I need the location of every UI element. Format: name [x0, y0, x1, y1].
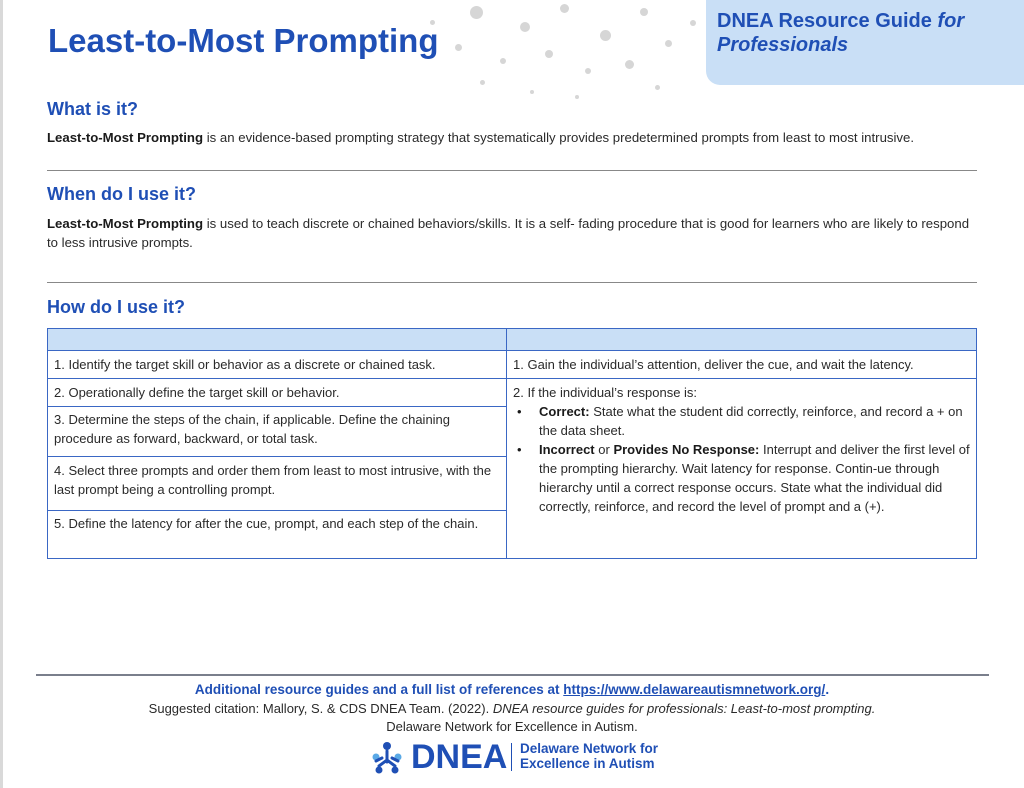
- logo-subtitle: [520, 741, 690, 771]
- guide-badge-label: [717, 9, 1017, 57]
- footer-resources-text: Additional resource guides and a full list of references at: [194, 682, 564, 697]
- no-response-label: Provides No Response:: [613, 442, 760, 457]
- table-header-right: [506, 328, 977, 351]
- section-text-when: [47, 214, 977, 252]
- usage-text: is used to teach discrete or chained behaviors/skills. It is a self- fading procedure that is good for learners who are likely to respond to less intrusive prompts.: [47, 216, 970, 250]
- or-text: or: [594, 442, 614, 457]
- table-header-left: [47, 328, 507, 351]
- page-left-edge: [0, 0, 3, 788]
- bullet-incorrect: [513, 440, 970, 516]
- table-cell-step-4: 4. Select three prompts and order them from least to most intrusive, with the last prompt being a controlling prompt.: [47, 456, 507, 511]
- section-divider: [47, 282, 977, 283]
- website-link[interactable]: https://www.delawareautismnetwork.org/: [563, 682, 826, 697]
- correct-text: State what the student did correctly, reinforce, and record a + on the data sheet.: [539, 404, 963, 438]
- bullet-correct: [513, 402, 970, 440]
- footer-organization: Delaware Network for Excellence in Autism.: [386, 719, 638, 734]
- table-cell-step-3: 3. Determine the steps of the chain, if applicable. Define the chaining procedure as forward, backward, or total task.: [47, 406, 507, 457]
- incorrect-text: Interrupt and deliver the first level of the prompting hierarchy. Wait latency for response. Contin-ue through hierarchy until a correct response occurs. State what the individual did correctly, reinforce, and record the level of prompt and a (+).: [539, 442, 970, 514]
- footer-citation: [0, 700, 1024, 718]
- response-intro: 2. If the individual’s response is:: [513, 385, 698, 400]
- logo-subtitle-line-1: Delaware Network for: [520, 741, 659, 756]
- citation-prefix: Suggested citation: Mallory, S. & CDS DNEA Team. (2022).: [148, 701, 493, 716]
- citation-title: DNEA resource guides for professionals: Least-to-most prompting.: [492, 701, 876, 716]
- footer-divider: [36, 674, 989, 676]
- table-cell-procedure-2: [506, 378, 977, 559]
- incorrect-label: Incorrect: [539, 442, 595, 457]
- section-heading-how: How do I use it?: [47, 297, 185, 317]
- guide-label-italic: for Professionals: [717, 10, 965, 56]
- steps-table: [47, 328, 977, 559]
- definition-text: is an evidence-based prompting strategy that systematically provides predetermined prompts from least to most intrusive.: [203, 130, 915, 145]
- logo-subtitle-line-2: Excellence in Autism: [520, 756, 655, 771]
- table-cell-step-5: 5. Define the latency for after the cue, prompt, and each step of the chain.: [47, 510, 507, 559]
- section-divider: [47, 170, 977, 171]
- logo-divider: [511, 743, 512, 771]
- dnea-people-icon: [368, 738, 406, 776]
- term-bold: Least-to-Most Prompting: [47, 216, 204, 231]
- page-title: Least-to-Most Prompting: [48, 22, 439, 59]
- term-bold: Least-to-Most Prompting: [47, 130, 204, 145]
- correct-label: Correct:: [539, 404, 590, 419]
- footer-resources-line: [0, 681, 1024, 699]
- section-heading-when: When do I use it?: [47, 184, 196, 204]
- logo-wordmark: DNEA: [411, 738, 508, 776]
- dnea-logo: [368, 737, 678, 777]
- section-text-what: [47, 128, 977, 147]
- footer-period: .: [825, 682, 830, 697]
- table-cell-step-2: 2. Operationally define the target skill or behavior.: [47, 378, 507, 407]
- guide-label: DNEA Resource Guide: [717, 10, 932, 32]
- section-heading-what: What is it?: [47, 99, 138, 119]
- table-cell-step-1: 1. Identify the target skill or behavior as a discrete or chained task.: [47, 350, 507, 379]
- table-cell-procedure-1: 1. Gain the individual’s attention, deliver the cue, and wait the latency.: [506, 350, 977, 379]
